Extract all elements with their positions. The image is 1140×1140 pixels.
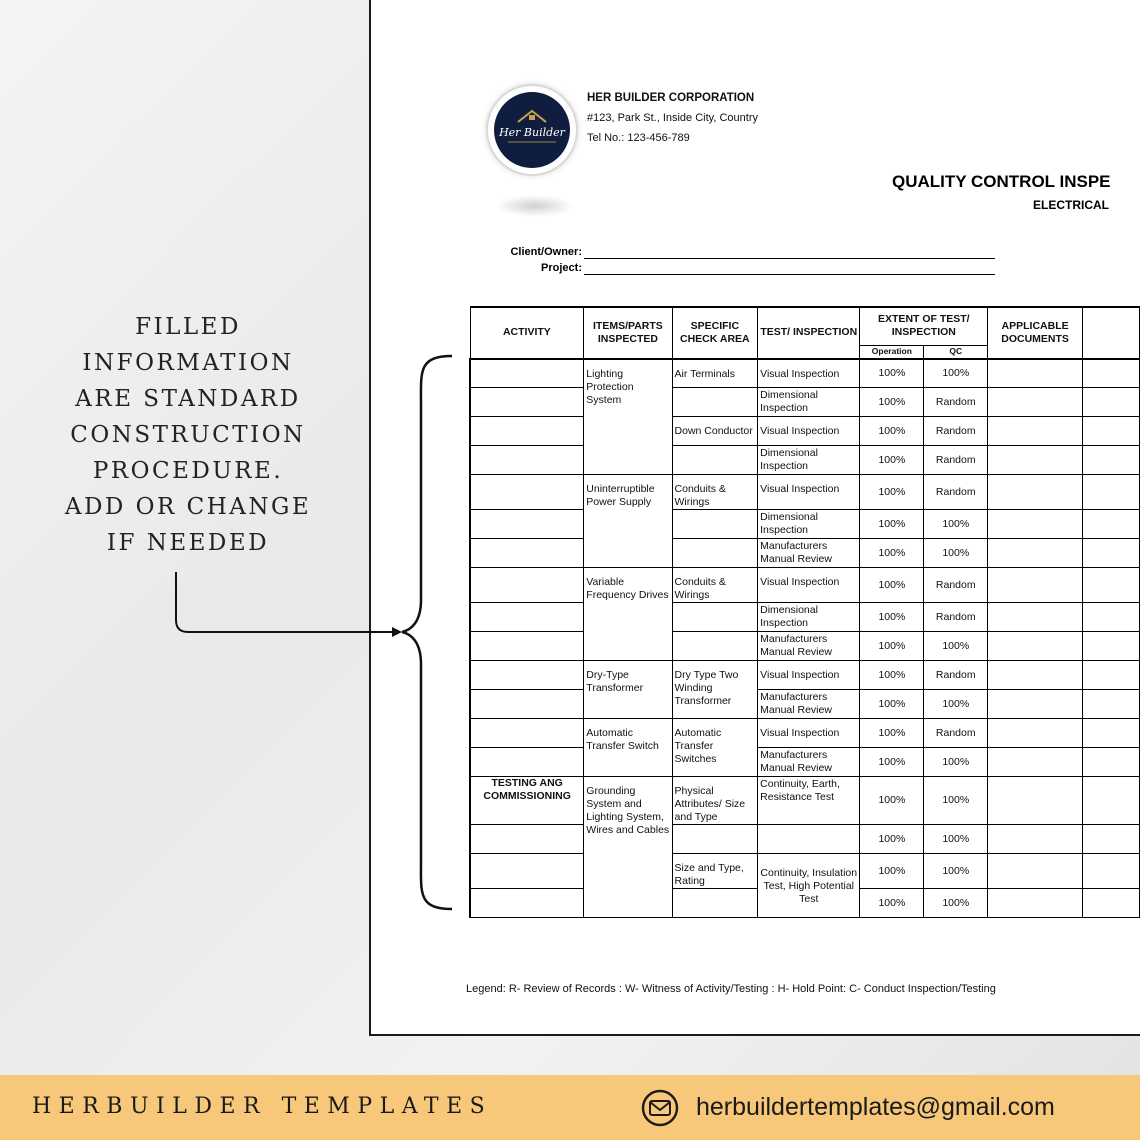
header-applicable-docs: APPLICABLE DOCUMENTS [988,307,1083,359]
check-area-cell: Size and Type, Rating [672,854,758,889]
operation-cell: 100% [860,475,924,510]
item-cell: Grounding System and Lighting System, Wires and Cables [584,777,672,918]
operation-cell: 100% [860,719,924,748]
document-subtitle: ELECTRICAL [1033,198,1109,212]
qc-cell: Random [924,417,988,446]
item-cell: Variable Frequency Drives [584,568,672,661]
operation-cell: 100% [860,510,924,539]
qc-cell: 100% [924,825,988,854]
test-cell: Continuity, Insulation Test, High Potential Test [758,854,860,918]
qc-cell: Random [924,603,988,632]
test-cell: Manufacturers Manual Review [758,690,860,719]
header-specific-area: SPECIFIC CHECK AREA [672,307,758,359]
header-qc: QC [924,345,988,359]
test-cell: Visual Inspection [758,359,860,388]
qc-cell: 100% [924,854,988,889]
project-label: Project: [541,262,582,274]
qc-cell: 100% [924,777,988,825]
check-area-cell: Air Terminals [672,359,758,388]
header-extent: EXTENT OF TEST/ INSPECTION [860,307,988,345]
mail-icon [640,1089,680,1127]
header-test: TEST/ INSPECTION [758,307,860,359]
check-area-cell: Automatic Transfer Switches [672,719,758,777]
qc-cell: 100% [924,748,988,777]
operation-cell: 100% [860,777,924,825]
qc-cell: Random [924,568,988,603]
company-address: #123, Park St., Inside City, Country [587,112,758,124]
test-cell: Visual Inspection [758,417,860,446]
header-operation: Operation [860,345,924,359]
operation-cell: 100% [860,632,924,661]
test-cell: Visual Inspection [758,661,860,690]
qc-cell: 100% [924,510,988,539]
qc-cell: Random [924,661,988,690]
header-items: ITEMS/PARTS INSPECTED [584,307,672,359]
qc-cell: 100% [924,359,988,388]
test-cell: Dimensional Inspection [758,446,860,475]
qc-cell: Random [924,475,988,510]
callout-line: ADD OR CHANGE [64,494,312,520]
qc-cell: 100% [924,632,988,661]
item-cell: Lighting Protection System [584,359,672,475]
qc-cell: 100% [924,889,988,918]
test-cell: Visual Inspection [758,568,860,603]
test-cell: Manufacturers Manual Review [758,539,860,568]
header-activity: ACTIVITY [470,307,584,359]
qc-cell: Random [924,388,988,417]
operation-cell: 100% [860,446,924,475]
qc-cell: Random [924,446,988,475]
contact-email[interactable]: herbuildertemplates@gmail.com [696,1093,1055,1121]
qc-cell: 100% [924,690,988,719]
operation-cell: 100% [860,690,924,719]
company-name: HER BUILDER CORPORATION [587,92,755,104]
callout-line: IF NEEDED [106,530,270,556]
test-cell: Dimensional Inspection [758,603,860,632]
document-title: QUALITY CONTROL INSPE [892,172,1111,191]
client-owner-label: Client/Owner: [510,246,582,258]
check-area-cell: Conduits & Wirings [672,568,758,603]
arrow-head-icon [392,627,402,637]
operation-cell: 100% [860,359,924,388]
test-cell: Dimensional Inspection [758,388,860,417]
logo-script-text: Her Builder [499,126,565,139]
callout-line: CONSTRUCTION [70,422,306,448]
check-area-cell: Conduits & Wirings [672,475,758,510]
operation-cell: 100% [860,748,924,777]
item-cell: Automatic Transfer Switch [584,719,672,777]
operation-cell: 100% [860,661,924,690]
check-area-cell: Down Conductor [672,417,758,446]
activity-cell: TESTING ANG COMMISSIONING [470,777,584,825]
qc-cell: 100% [924,539,988,568]
test-cell: Manufacturers Manual Review [758,632,860,661]
curly-brace-icon [402,356,452,909]
operation-cell: 100% [860,889,924,918]
operation-cell: 100% [860,568,924,603]
test-cell: Visual Inspection [758,475,860,510]
operation-cell: 100% [860,825,924,854]
operation-cell: 100% [860,539,924,568]
callout-line: ARE STANDARD [75,386,301,412]
item-cell: Dry-Type Transformer [584,661,672,719]
callout-line: FILLED [135,314,241,340]
qc-cell: Random [924,719,988,748]
operation-cell: 100% [860,603,924,632]
test-cell: Visual Inspection [758,719,860,748]
operation-cell: 100% [860,854,924,889]
operation-cell: 100% [860,388,924,417]
check-area-cell: Physical Attributes/ Size and Type [672,777,758,825]
callout-arrow-line [176,572,398,632]
legend: Legend: R- Review of Records : W- Witness of Activity/Testing : H- Hold Point: C- Conduct Inspection/Testing [466,983,996,995]
test-cell: Continuity, Earth, Resistance Test [758,777,860,825]
callout-line: PROCEDURE. [92,458,284,484]
operation-cell: 100% [860,417,924,446]
check-area-cell: Dry Type Two Winding Transformer [672,661,758,719]
item-cell: Uninterruptible Power Supply [584,475,672,568]
test-cell: Dimensional Inspection [758,510,860,539]
brand-name: HERBUILDER TEMPLATES [32,1094,493,1119]
test-cell: Manufacturers Manual Review [758,748,860,777]
company-phone: Tel No.: 123-456-789 [587,132,690,144]
callout-line: INFORMATION [82,350,294,376]
